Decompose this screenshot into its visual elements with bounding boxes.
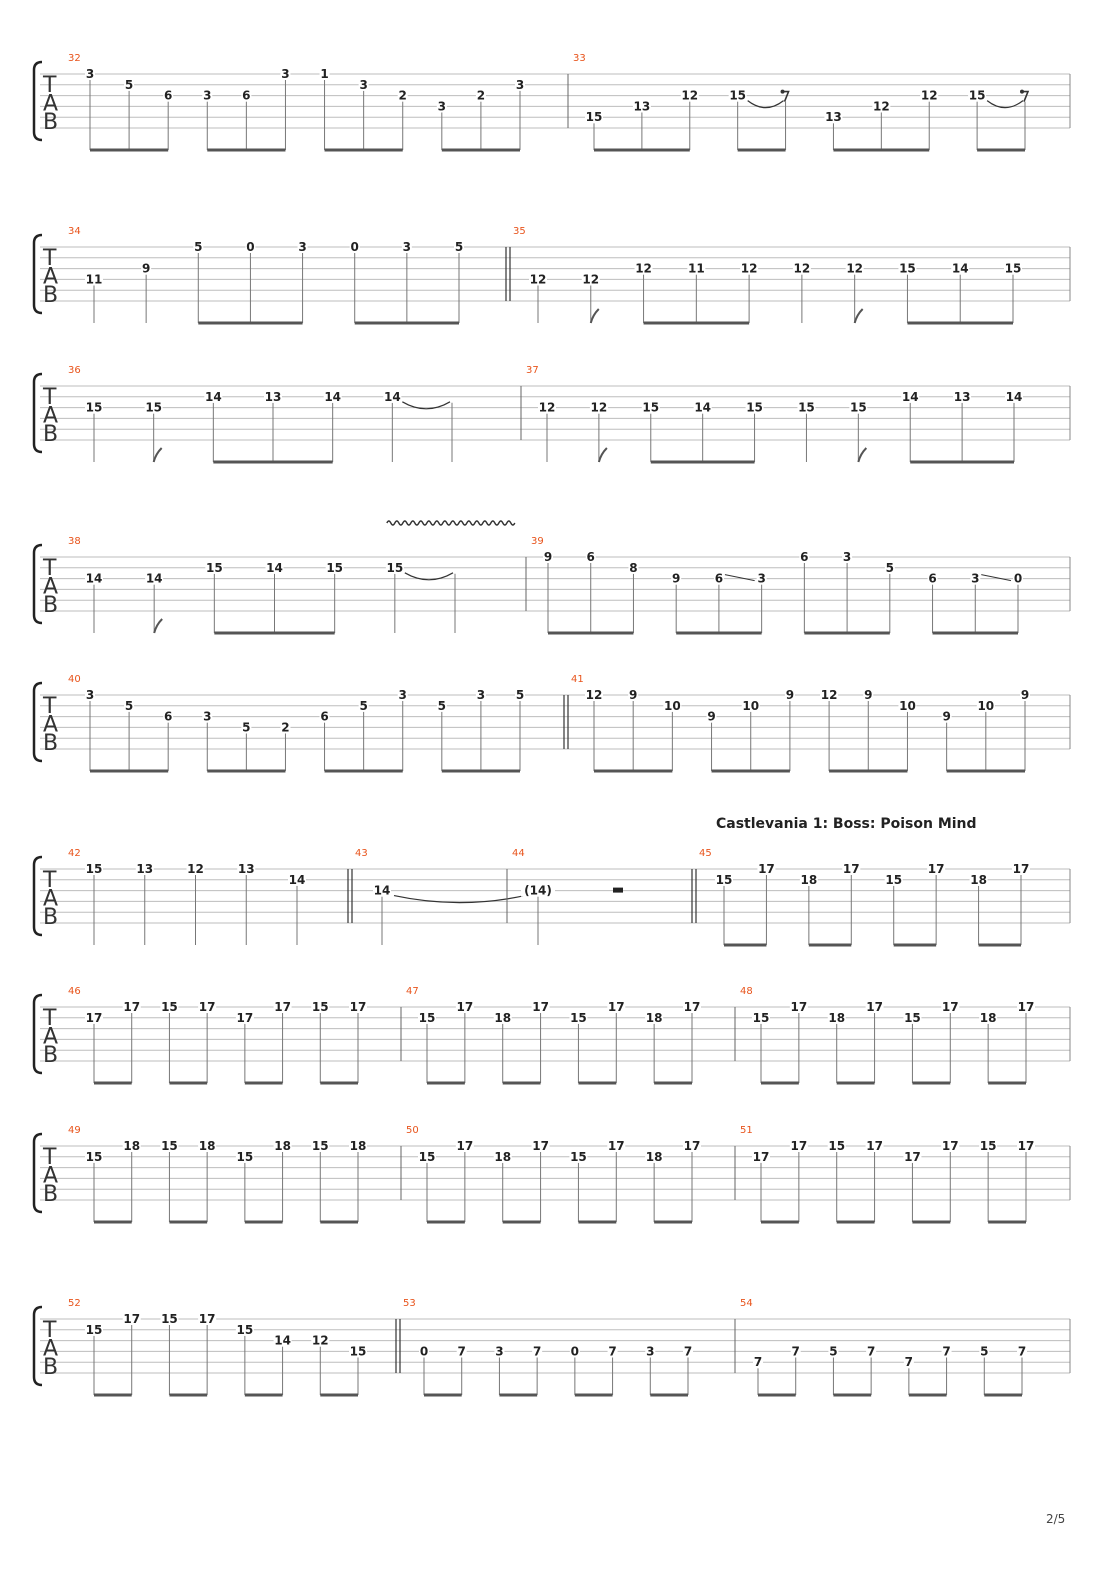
fret-number: 18 bbox=[274, 1139, 291, 1153]
fret-number: 0 bbox=[570, 1344, 580, 1359]
fret-number: 14 bbox=[694, 400, 712, 415]
fret-number: 12 bbox=[920, 88, 938, 103]
fret-number: 17 bbox=[1017, 1000, 1035, 1014]
fret-number: 17 bbox=[456, 1000, 474, 1014]
tab-system-5 bbox=[34, 674, 1070, 771]
fret-number: 15 bbox=[311, 1000, 329, 1014]
fret-number: 14 bbox=[324, 389, 342, 404]
fret-number: 18 bbox=[828, 1010, 846, 1025]
fret-number: 14 bbox=[85, 571, 103, 586]
fret-number: 15 bbox=[145, 400, 163, 415]
fret-number: 3 bbox=[398, 688, 407, 702]
fret-number: 7 bbox=[904, 1355, 914, 1370]
tab-letter-b: B bbox=[43, 593, 59, 618]
fret-number: 14 bbox=[373, 883, 391, 898]
measure-number: 35 bbox=[513, 226, 526, 237]
fret-number: 3 bbox=[85, 688, 95, 702]
fret-number: 15 bbox=[798, 400, 815, 415]
fret-number: 12 bbox=[538, 400, 556, 415]
measure-number: 33 bbox=[573, 53, 586, 64]
fret-number: 15 bbox=[85, 1322, 103, 1337]
fret-number: 15 bbox=[161, 1139, 178, 1153]
tab-letter-b: B bbox=[43, 905, 59, 930]
fret-number: 17 bbox=[236, 1010, 254, 1025]
fret-number: 13 bbox=[633, 99, 651, 114]
fret-number: 9 bbox=[1020, 688, 1030, 702]
fret-number: 14 bbox=[288, 872, 306, 887]
tab-letter-b: B bbox=[43, 731, 59, 756]
fret-number: 9 bbox=[707, 709, 716, 724]
fret-number: 14 bbox=[145, 571, 163, 586]
measure-number: 37 bbox=[526, 365, 539, 376]
tab-letter-a: A bbox=[43, 403, 59, 429]
measure-54 bbox=[735, 1298, 1027, 1395]
tab-letter-t: T bbox=[43, 385, 57, 410]
fret-number: 5 bbox=[437, 698, 446, 713]
fret-number: 12 bbox=[590, 400, 608, 415]
fret-number: 7 bbox=[791, 1344, 800, 1359]
tab-system-6 bbox=[34, 848, 1070, 945]
fret-number: 17 bbox=[607, 1139, 625, 1153]
measure-number: 40 bbox=[68, 674, 81, 685]
fret-number: 12 bbox=[187, 862, 204, 876]
tab-letter-t: T bbox=[43, 556, 57, 581]
tab-system-8 bbox=[34, 1125, 1070, 1222]
tab-system-3 bbox=[34, 365, 1070, 462]
fret-number: 7 bbox=[608, 1344, 617, 1359]
eighth-rest-dot bbox=[1020, 90, 1024, 94]
tab-system-2 bbox=[34, 226, 1070, 323]
whole-rest bbox=[613, 888, 623, 893]
fret-number: 15 bbox=[729, 88, 747, 103]
fret-number: 17 bbox=[532, 1000, 549, 1014]
fret-number: 12 bbox=[793, 261, 811, 276]
fret-number: 14 bbox=[266, 560, 283, 575]
measure-number: 44 bbox=[512, 848, 525, 859]
fret-number: 15 bbox=[570, 1010, 587, 1025]
fret-number: 5 bbox=[885, 560, 894, 575]
fret-number: 18 bbox=[494, 1010, 512, 1025]
fret-number: 17 bbox=[1017, 1139, 1035, 1153]
fret-number: 15 bbox=[715, 872, 733, 887]
fret-number: 14 bbox=[383, 389, 401, 404]
page-number: 2/5 bbox=[1046, 1512, 1066, 1526]
eighth-rest-dot bbox=[781, 90, 785, 94]
fret-number: 17 bbox=[274, 1000, 291, 1014]
fret-number: 17 bbox=[790, 1000, 808, 1014]
fret-number: 15 bbox=[849, 400, 867, 415]
measure-number: 42 bbox=[68, 848, 81, 859]
tab-letter-a: A bbox=[43, 91, 59, 117]
fret-number: 12 bbox=[820, 688, 838, 702]
fret-number: 3 bbox=[402, 240, 412, 254]
fret-number: 3 bbox=[437, 99, 446, 114]
fret-number: 3 bbox=[298, 240, 307, 254]
fret-number: 12 bbox=[740, 261, 758, 276]
fret-number: 17 bbox=[123, 1312, 141, 1326]
fret-number: 7 bbox=[683, 1344, 693, 1359]
fret-number: 15 bbox=[752, 1010, 770, 1025]
note-flag bbox=[591, 309, 599, 323]
measure-number: 41 bbox=[571, 674, 584, 685]
tab-letter-b: B bbox=[43, 1043, 59, 1068]
fret-number: 9 bbox=[672, 571, 681, 586]
fret-number: 17 bbox=[1012, 862, 1030, 876]
fret-number: 12 bbox=[635, 261, 652, 276]
measure-33 bbox=[568, 53, 1028, 150]
tab-letter-t: T bbox=[43, 1006, 57, 1031]
tab-system-1 bbox=[34, 53, 1070, 150]
measure-52 bbox=[68, 1298, 367, 1395]
fret-number: 10 bbox=[899, 698, 916, 713]
fret-number: 6 bbox=[800, 550, 809, 564]
fret-number: 6 bbox=[714, 571, 724, 586]
fret-number: 17 bbox=[866, 1000, 883, 1014]
fret-number: 15 bbox=[236, 1322, 254, 1337]
fret-number: 3 bbox=[971, 571, 980, 586]
fret-number: 17 bbox=[123, 1000, 141, 1014]
measure-number: 47 bbox=[406, 986, 419, 997]
fret-number: 18 bbox=[645, 1010, 663, 1025]
slide-line bbox=[725, 575, 755, 581]
note-flag bbox=[858, 448, 866, 462]
fret-number: 12 bbox=[529, 272, 547, 287]
fret-number: 7 bbox=[532, 1344, 542, 1359]
fret-number: 13 bbox=[825, 110, 842, 125]
tab-letter-t: T bbox=[43, 246, 57, 271]
measure-43 bbox=[348, 848, 525, 945]
fret-number: 6 bbox=[164, 88, 173, 103]
tab-letter-t: T bbox=[43, 1145, 57, 1170]
slide-line bbox=[981, 575, 1011, 581]
measure-number: 49 bbox=[68, 1125, 81, 1136]
fret-number: 12 bbox=[311, 1333, 329, 1348]
measure-36 bbox=[68, 365, 452, 462]
fret-number: 5 bbox=[194, 240, 203, 254]
fret-number: 18 bbox=[800, 872, 818, 887]
fret-number: 3 bbox=[476, 688, 486, 702]
measure-number: 39 bbox=[531, 536, 544, 547]
measure-40 bbox=[68, 674, 525, 771]
fret-number: 15 bbox=[205, 560, 223, 575]
fret-number: 15 bbox=[85, 400, 103, 415]
tab-letter-a: A bbox=[43, 886, 59, 912]
tab-letter-a: A bbox=[43, 1163, 59, 1189]
note-flag bbox=[154, 448, 162, 462]
fret-number: 3 bbox=[842, 550, 852, 564]
fret-number: 14 bbox=[951, 261, 969, 276]
fret-number: 18 bbox=[970, 872, 987, 887]
fret-number: 14 bbox=[204, 389, 222, 404]
fret-number: 3 bbox=[281, 67, 290, 81]
fret-number: 7 bbox=[753, 1355, 763, 1370]
fret-number: 17 bbox=[532, 1139, 549, 1153]
measure-number: 51 bbox=[740, 1125, 753, 1136]
fret-number: 6 bbox=[164, 709, 173, 724]
fret-number: 1 bbox=[320, 67, 329, 81]
measure-46 bbox=[68, 986, 367, 1083]
fret-number: 5 bbox=[124, 77, 134, 92]
fret-number: 5 bbox=[242, 720, 251, 735]
measure-50 bbox=[401, 1125, 701, 1222]
fret-number: 9 bbox=[629, 688, 638, 702]
fret-number: 10 bbox=[742, 698, 760, 713]
fret-number: 6 bbox=[928, 571, 937, 586]
fret-number: 17 bbox=[198, 1000, 216, 1014]
fret-number: 15 bbox=[904, 1010, 921, 1025]
fret-number: 11 bbox=[687, 261, 705, 276]
tab-letter-a: A bbox=[43, 574, 59, 600]
tab-system-9 bbox=[34, 1298, 1070, 1395]
fret-number: 12 bbox=[582, 272, 600, 287]
measure-number: 50 bbox=[406, 1125, 419, 1136]
fret-number: 0 bbox=[1013, 571, 1023, 586]
tab-letter-a: A bbox=[43, 264, 59, 290]
fret-number: 15 bbox=[979, 1139, 997, 1153]
fret-number: 17 bbox=[866, 1139, 883, 1153]
fret-number: 9 bbox=[942, 709, 951, 724]
fret-number: 15 bbox=[885, 872, 903, 887]
fret-number: 15 bbox=[1004, 261, 1022, 276]
fret-number: 13 bbox=[237, 862, 255, 876]
measure-number: 36 bbox=[68, 365, 81, 376]
tab-letter-a: A bbox=[43, 1336, 59, 1362]
fret-number: 14 bbox=[274, 1333, 291, 1348]
fret-number: 15 bbox=[899, 261, 916, 276]
tab-system-7 bbox=[34, 986, 1070, 1083]
fret-number: 15 bbox=[968, 88, 986, 103]
fret-number: 15 bbox=[85, 1149, 103, 1164]
fret-number: 17 bbox=[456, 1139, 474, 1153]
fret-number: 17 bbox=[349, 1000, 367, 1014]
measure-number: 34 bbox=[68, 226, 81, 237]
fret-number: 7 bbox=[1017, 1344, 1027, 1359]
fret-number: 7 bbox=[457, 1344, 466, 1359]
fret-number: 12 bbox=[846, 261, 864, 276]
vibrato-mark bbox=[387, 521, 515, 525]
fret-number: 7 bbox=[942, 1344, 951, 1359]
section-title: Castlevania 1: Boss: Poison Mind bbox=[716, 816, 977, 832]
tab-letter-t: T bbox=[43, 694, 57, 719]
fret-number: 18 bbox=[123, 1139, 141, 1153]
fret-number: 15 bbox=[418, 1149, 436, 1164]
fret-number: 5 bbox=[980, 1344, 989, 1359]
fret-number: 3 bbox=[203, 88, 212, 103]
fret-number: 15 bbox=[585, 110, 603, 125]
fret-number: 15 bbox=[349, 1344, 367, 1359]
fret-number: 3 bbox=[85, 67, 95, 81]
fret-number: 9 bbox=[543, 550, 553, 564]
fret-number: 15 bbox=[828, 1139, 846, 1153]
fret-number: 8 bbox=[629, 560, 638, 575]
fret-number: 17 bbox=[790, 1139, 808, 1153]
measure-37 bbox=[521, 365, 1023, 462]
fret-number: 18 bbox=[198, 1139, 216, 1153]
measure-number: 46 bbox=[68, 986, 81, 997]
fret-number: 12 bbox=[681, 88, 699, 103]
fret-number: 14 bbox=[1005, 389, 1023, 404]
note-flag bbox=[855, 309, 863, 323]
fret-number: 17 bbox=[85, 1010, 103, 1025]
fret-number: 15 bbox=[570, 1149, 587, 1164]
fret-number: 18 bbox=[979, 1010, 997, 1025]
measure-number: 48 bbox=[740, 986, 753, 997]
fret-number: 10 bbox=[664, 698, 681, 713]
fret-number: 15 bbox=[161, 1000, 178, 1014]
measure-number: 38 bbox=[68, 536, 81, 547]
measure-51 bbox=[735, 1125, 1035, 1222]
measure-number: 53 bbox=[403, 1298, 416, 1309]
tab-letter-b: B bbox=[43, 1182, 59, 1207]
fret-number: 3 bbox=[757, 571, 766, 586]
fret-number: 15 bbox=[386, 560, 404, 575]
tab-letter-b: B bbox=[43, 283, 59, 308]
fret-number: 7 bbox=[866, 1344, 876, 1359]
fret-number: 2 bbox=[398, 88, 407, 103]
fret-number: 6 bbox=[320, 709, 329, 724]
fret-number: 11 bbox=[85, 272, 103, 287]
tab-letter-a: A bbox=[43, 712, 59, 738]
measure-45 bbox=[692, 848, 1030, 945]
measure-41 bbox=[564, 674, 1030, 771]
measure-44 bbox=[507, 848, 623, 945]
note-flag bbox=[154, 619, 162, 633]
fret-number: 5 bbox=[454, 240, 464, 254]
note-flag bbox=[599, 448, 607, 462]
tab-system-4 bbox=[34, 521, 1070, 633]
fret-number: 9 bbox=[785, 688, 795, 702]
measure-42 bbox=[68, 848, 306, 945]
fret-number: 10 bbox=[977, 698, 995, 713]
measure-32 bbox=[68, 53, 525, 150]
fret-number: 12 bbox=[585, 688, 603, 702]
fret-number: 18 bbox=[349, 1139, 367, 1153]
fret-number: 15 bbox=[642, 400, 660, 415]
fret-number: 13 bbox=[953, 389, 971, 404]
fret-number: 13 bbox=[136, 862, 154, 876]
tab-letter-b: B bbox=[43, 422, 59, 447]
fret-number: 17 bbox=[752, 1149, 770, 1164]
tab-letter-t: T bbox=[43, 1318, 57, 1343]
fret-number: 0 bbox=[246, 240, 255, 254]
fret-number: 17 bbox=[607, 1000, 625, 1014]
fret-number: 13 bbox=[264, 389, 282, 404]
fret-number: 5 bbox=[124, 698, 134, 713]
measure-39 bbox=[526, 536, 1023, 633]
fret-number: 15 bbox=[746, 400, 763, 415]
measure-number: 43 bbox=[355, 848, 368, 859]
fret-number: 18 bbox=[494, 1149, 512, 1164]
measure-number: 52 bbox=[68, 1298, 81, 1309]
fret-number: 5 bbox=[829, 1344, 838, 1359]
fret-number: 17 bbox=[758, 862, 775, 876]
fret-number: 15 bbox=[326, 560, 344, 575]
measure-48 bbox=[735, 986, 1035, 1083]
measure-34 bbox=[68, 226, 464, 323]
fret-number: 17 bbox=[842, 862, 860, 876]
fret-number: 15 bbox=[311, 1139, 329, 1153]
tab-letter-b: B bbox=[43, 1355, 59, 1380]
fret-number: 6 bbox=[586, 550, 595, 564]
fret-number: 17 bbox=[683, 1139, 701, 1153]
fret-number: 6 bbox=[242, 88, 251, 103]
measure-35 bbox=[506, 226, 1022, 323]
fret-number: 9 bbox=[141, 261, 151, 276]
tab-letter-b: B bbox=[43, 110, 59, 135]
measure-47 bbox=[401, 986, 701, 1083]
measure-53 bbox=[396, 1298, 693, 1395]
fret-number: 17 bbox=[941, 1139, 959, 1153]
measure-number: 54 bbox=[740, 1298, 753, 1309]
measure-38 bbox=[68, 521, 515, 633]
fret-number: 5 bbox=[359, 698, 368, 713]
fret-number: 15 bbox=[85, 862, 103, 876]
fret-number: 3 bbox=[203, 709, 212, 724]
fret-number: 0 bbox=[419, 1344, 429, 1359]
fret-number: 3 bbox=[646, 1344, 655, 1359]
fret-number: 5 bbox=[515, 688, 525, 702]
fret-number: 2 bbox=[281, 720, 290, 735]
tab-letter-a: A bbox=[43, 1024, 59, 1050]
fret-number: 18 bbox=[645, 1149, 663, 1164]
fret-number: 3 bbox=[495, 1344, 504, 1359]
fret-number: 17 bbox=[683, 1000, 701, 1014]
fret-number: 2 bbox=[476, 88, 486, 103]
fret-number: 15 bbox=[236, 1149, 254, 1164]
fret-number: 0 bbox=[350, 240, 359, 254]
fret-number: 17 bbox=[904, 1149, 921, 1164]
fret-number: 3 bbox=[359, 77, 368, 92]
fret-number: 12 bbox=[872, 99, 890, 114]
fret-number: (14) bbox=[524, 883, 552, 898]
fret-number: 17 bbox=[941, 1000, 959, 1014]
fret-number: 14 bbox=[901, 389, 919, 404]
fret-number: 15 bbox=[418, 1010, 436, 1025]
fret-number: 3 bbox=[515, 77, 525, 92]
fret-number: 17 bbox=[198, 1312, 216, 1326]
measure-number: 45 bbox=[699, 848, 712, 859]
fret-number: 9 bbox=[864, 688, 873, 702]
measure-number: 32 bbox=[68, 53, 81, 64]
fret-number: 15 bbox=[161, 1312, 178, 1326]
tab-letter-t: T bbox=[43, 73, 57, 98]
tab-letter-t: T bbox=[43, 868, 57, 893]
measure-49 bbox=[68, 1125, 367, 1222]
fret-number: 17 bbox=[927, 862, 945, 876]
